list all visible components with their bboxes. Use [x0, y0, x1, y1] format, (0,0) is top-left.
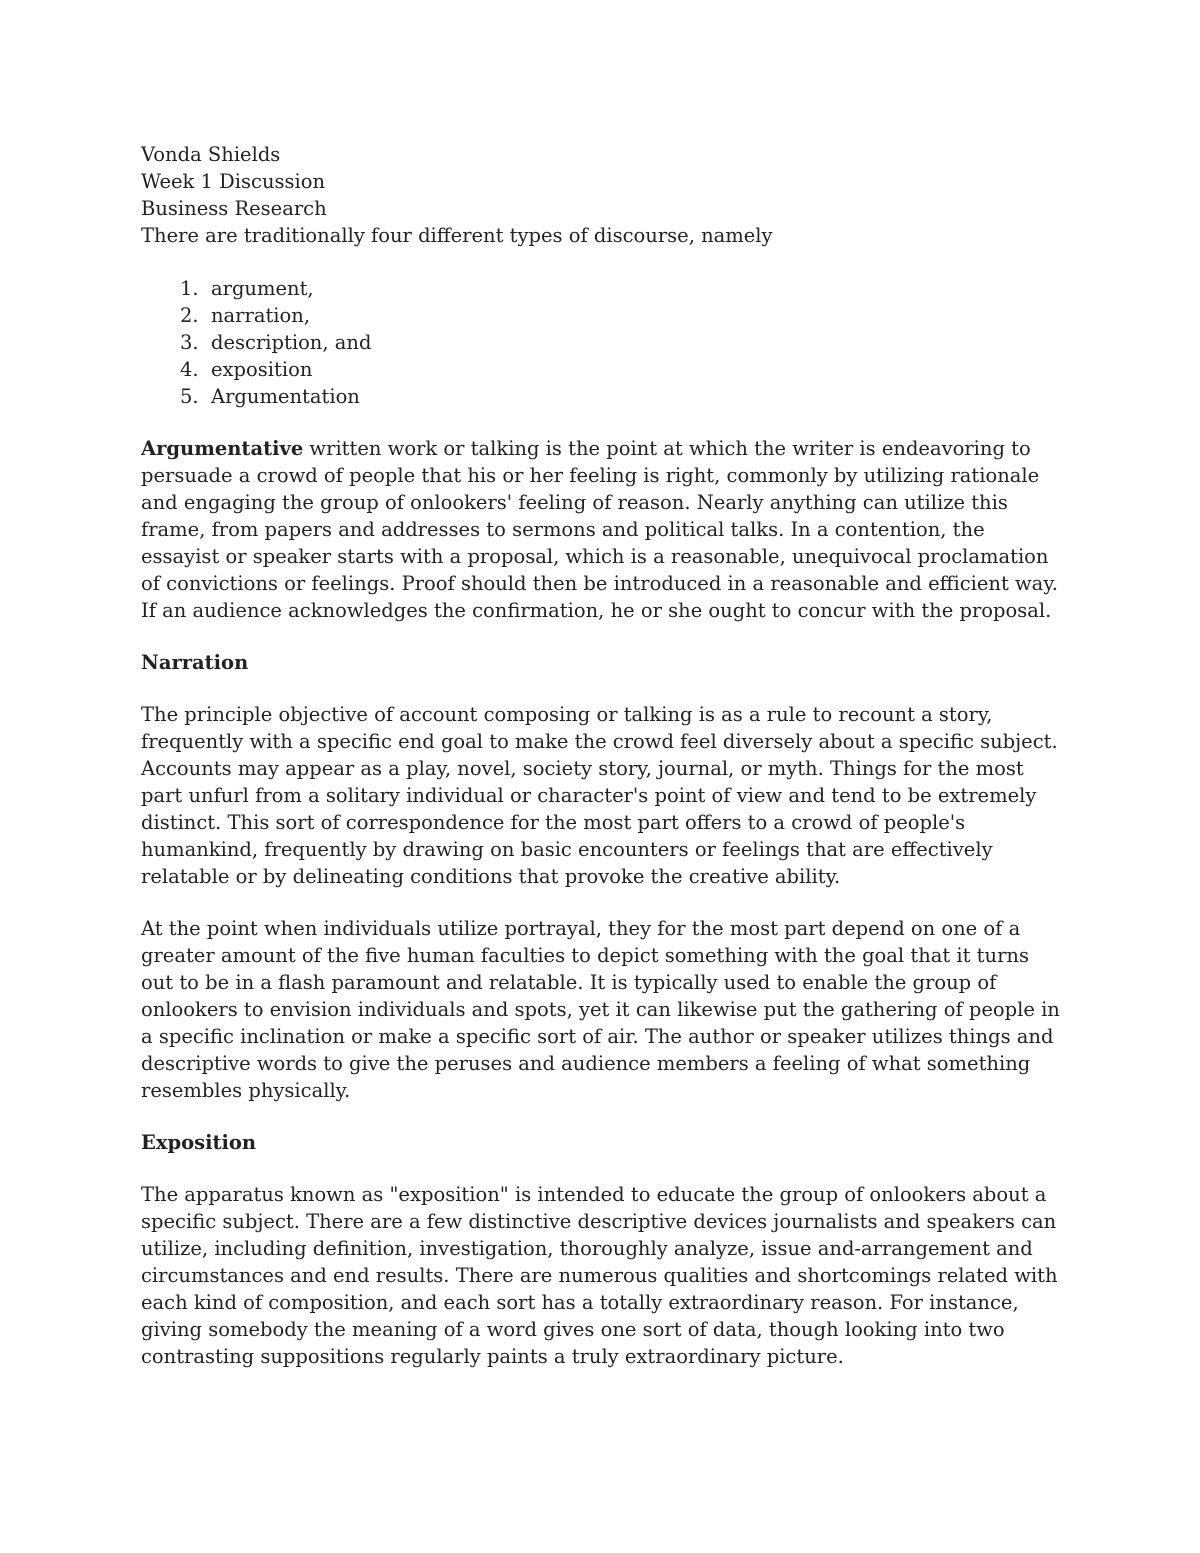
list-number: 1. — [179, 277, 199, 300]
argumentative-paragraph — [141, 435, 1066, 624]
list-item-text: Argumentation — [211, 385, 360, 408]
narration-heading: Narration — [141, 651, 249, 674]
author-name: Vonda Shields — [141, 143, 281, 166]
list-item-text: description, and — [211, 331, 372, 354]
list-item-text: exposition — [211, 358, 313, 381]
exposition-paragraph-1: The apparatus known as "exposition" is intended to educate the group of onlookers about a specific subject. There are a few distinctive descriptive devices journalists and speakers can utilize, including definition, investigation, thoroughly analyze, issue and-arrangement and circumstances and end results. There are numerous qualities and shortcomings related with each kind of composition, and each sort has a totally extraordinary reason. For instance, giving somebody the meaning of a word gives one sort of data, though looking into two contrasting suppositions regularly paints a truly extraordinary picture. — [141, 1183, 1058, 1368]
list-number: 3. — [179, 331, 199, 354]
list-item-text: argument, — [211, 277, 314, 300]
discourse-types-list — [141, 275, 1066, 410]
list-number: 4. — [179, 358, 199, 381]
document-page — [141, 141, 1066, 1370]
list-item-text: narration, — [211, 304, 311, 327]
list-item — [141, 302, 1066, 329]
list-item — [141, 329, 1066, 356]
intro-paragraph: There are traditionally four different types of discourse, namely — [141, 224, 773, 247]
exposition-heading: Exposition — [141, 1131, 257, 1154]
argumentative-text: written work or talking is the point at which the writer is endeavoring to persuade a crowd of people that his or her feeling is right, commonly by utilizing rationale and engaging the group of onlookers' feeling of reason. Nearly anything can utilize this frame, from papers and addresses to sermons and political talks. In a contention, the essayist or speaker starts with a proposal, which is a reasonable, unequivocal proclamation of convictions or feelings. Proof should then be introduced in a reasonable and efficient way. If an audience acknowledges the confirmation, he or she ought to concur with the proposal. — [141, 437, 1058, 622]
narration-paragraph-2: At the point when individuals utilize portrayal, they for the most part depend on one of a greater amount of the five human faculties to depict something with the goal that it turns out to be in a flash paramount and relatable. It is typically used to enable the group of onlookers to envision individuals and spots, yet it can likewise put the gathering of people in a specific inclination or make a specific sort of air. The author or speaker utilizes things and descriptive words to give the peruses and audience members a feeling of what something resembles physically. — [141, 917, 1060, 1102]
narration-paragraph-1: The principle objective of account composing or talking is as a rule to recount a story, frequently with a specific end goal to make the crowd feel diversely about a specific subject. Accounts may appear as a play, novel, society story, journal, or myth. Things for the most part unfurl from a solitary individual or character's point of view and tend to be extremely distinct. This sort of correspondence for the most part offers to a crowd of people's humankind, frequently by drawing on basic encounters or feelings that are effectively relatable or by delineating conditions that provoke the creative ability. — [141, 703, 1058, 888]
list-item — [141, 356, 1066, 383]
list-number: 2. — [179, 304, 199, 327]
list-number: 5. — [179, 385, 199, 408]
list-item — [141, 275, 1066, 302]
document-header — [141, 141, 1066, 222]
course-name: Business Research — [141, 197, 327, 220]
list-item — [141, 383, 1066, 410]
assignment-title: Week 1 Discussion — [141, 170, 326, 193]
argumentative-lead: Argumentative — [141, 437, 304, 460]
